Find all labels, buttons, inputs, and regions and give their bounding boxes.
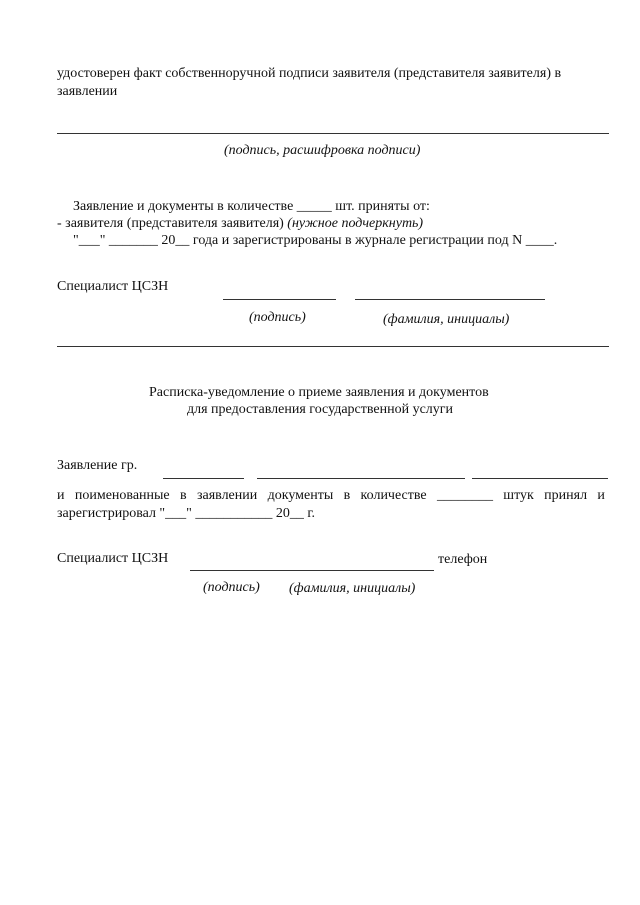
signature-caption: (подпись, расшифровка подписи) — [224, 143, 421, 158]
applicant-line-3 — [472, 478, 608, 479]
acceptance-line-2 — [57, 216, 423, 232]
docs-word: и — [57, 488, 65, 503]
acceptance-line-2-note: (нужное подчеркнуть) — [287, 216, 424, 231]
acceptance-line-3: "___" _______ 20__ года и зарегистрированы в журнале регистрации под N ____. — [73, 233, 558, 248]
intro-line-2: заявлении — [57, 84, 118, 99]
docs-word: ________ — [436, 488, 493, 503]
applicant-line-2 — [257, 478, 465, 479]
applicant-label: Заявление гр. — [57, 458, 138, 473]
receipt-title-line-1: Расписка-уведомление о приеме заявления и документов — [149, 385, 489, 400]
specialist-2-name-caption: (фамилия, инициалы) — [289, 581, 416, 596]
docs-word: заявлении — [196, 488, 258, 503]
docs-line-2: зарегистрировал "___" ___________ 20__ г. — [57, 506, 316, 521]
signature-line — [57, 133, 609, 134]
applicant-line-1 — [163, 478, 244, 479]
intro-line-1: удостоверен факт собственноручной подписи заявителя (представителя заявителя) в — [57, 66, 562, 81]
docs-word: и — [597, 488, 605, 503]
docs-word: принял — [544, 488, 588, 503]
docs-word: поименованные — [74, 488, 170, 503]
specialist-name-line — [355, 299, 545, 300]
docs-word: в — [343, 488, 351, 503]
separator-line — [57, 346, 609, 347]
phone-label: телефон — [438, 552, 488, 567]
acceptance-line-1: Заявление и документы в количестве _____ шт. приняты от: — [73, 199, 430, 214]
docs-line-1 — [57, 488, 605, 504]
specialist-label: Специалист ЦСЗН — [57, 279, 169, 294]
specialist-signature-caption: (подпись) — [249, 310, 306, 325]
specialist-signature-line — [223, 299, 336, 300]
specialist-2-signature-caption: (подпись) — [203, 580, 260, 595]
docs-word: документы — [267, 488, 334, 503]
specialist-2-line — [190, 570, 434, 571]
receipt-title-line-2: для предоставления государственной услуги — [187, 402, 454, 417]
docs-word: в — [179, 488, 187, 503]
acceptance-line-2-text: - заявителя (представителя заявителя) — [57, 216, 284, 231]
docs-word: количестве — [360, 488, 427, 503]
docs-word: штук — [503, 488, 534, 503]
specialist-name-caption: (фамилия, инициалы) — [383, 312, 510, 327]
specialist-2-label: Специалист ЦСЗН — [57, 551, 169, 566]
